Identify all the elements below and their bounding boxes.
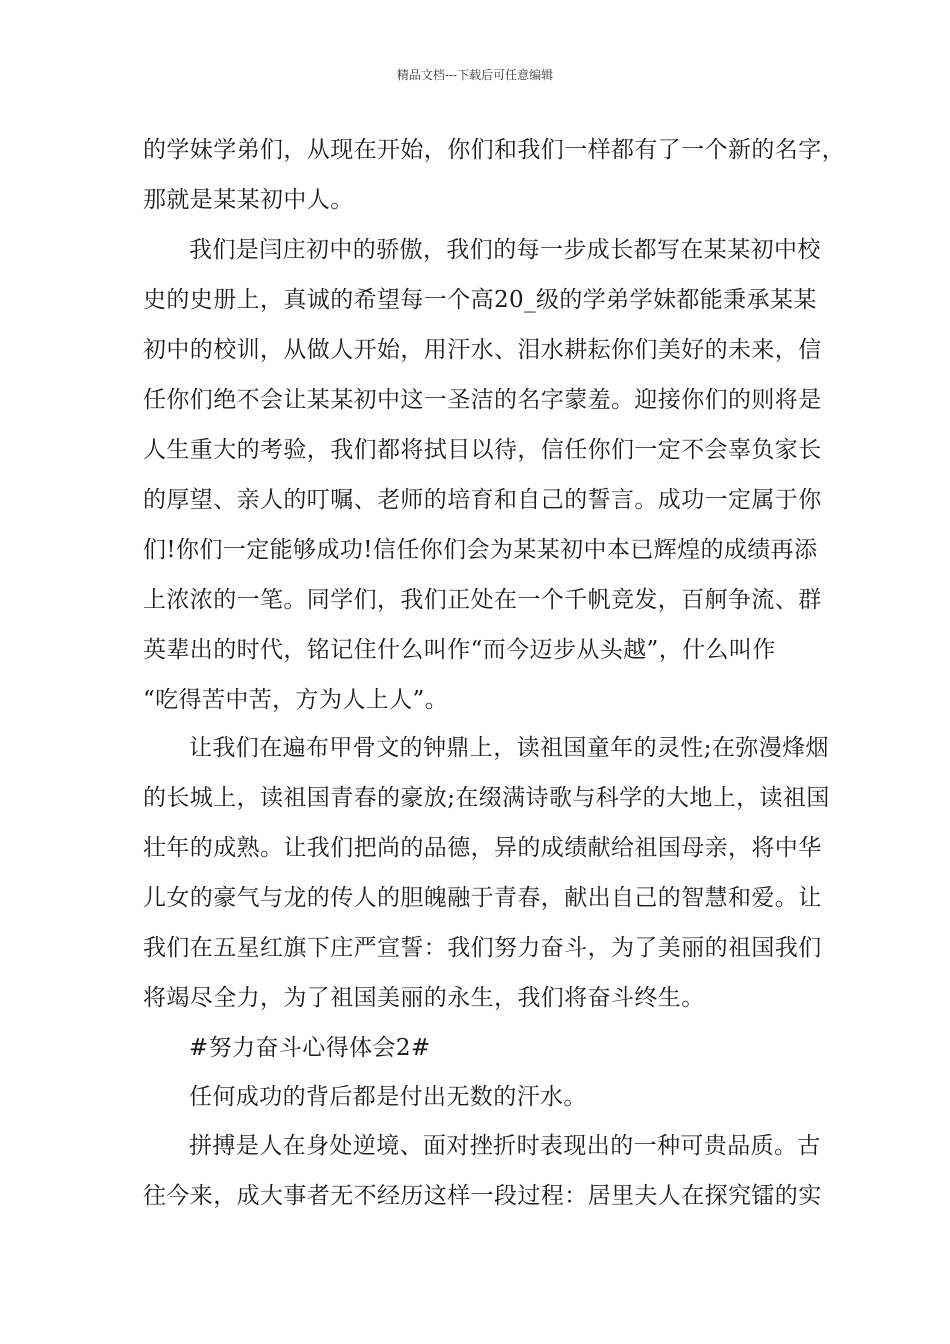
paragraph-line: “吃得苦中苦，方为人上人”。 <box>143 687 449 713</box>
paragraph-line: 们!你们一定能够成功!信任你们会为某某初中本已辉煌的成绩再添 <box>143 537 818 563</box>
paragraph-line: 的长城上，读祖国青春的豪放;在缀满诗歌与科学的大地上，读祖国 <box>143 785 830 811</box>
paragraph-line: 壮年的成熟。让我们把尚的品德，异的成绩献给祖国母亲，将中华 <box>143 835 822 861</box>
page-header: 精品文档---下载后可任意编辑 <box>396 68 554 82</box>
paragraph-line: 拼搏是人在身处逆境、面对挫折时表现出的一种可贵品质。古 <box>189 1133 821 1159</box>
paragraph-line: 我们在五星红旗下庄严宣誓：我们努力奋斗，为了美丽的祖国我们 <box>143 935 822 961</box>
paragraph-line: 任何成功的背后都是付出无数的汗水。 <box>189 1084 587 1110</box>
paragraph-line: 的学妹学弟们，从现在开始，你们和我们一样都有了一个新的名字， <box>143 137 845 163</box>
paragraph-line: 人生重大的考验，我们都将拭目以待，信任你们一定不会辜负家长 <box>143 437 822 463</box>
paragraph-line: 的厚望、亲人的叮嘱、老师的培育和自己的誓言。成功一定属于你 <box>143 487 822 513</box>
paragraph-line: 将竭尽全力，为了祖国美丽的永生，我们将奋斗终生。 <box>143 985 705 1011</box>
paragraph-line: 任你们绝不会让某某初中这一圣洁的名字蒙羞。迎接你们的则将是 <box>143 387 822 413</box>
paragraph-line: 我们是闫庄初中的骄傲，我们的每一步成长都写在某某初中校 <box>189 237 821 263</box>
paragraph-line: 史的史册上，真诚的希望每一个高20_级的学弟学妹都能秉承某某 <box>143 287 817 313</box>
paragraph-line: 上浓浓的一笔。同学们，我们正处在一个千帆竞发，百舸争流、群 <box>143 587 822 613</box>
paragraph-line: 儿女的豪气与龙的传人的胆魄融于青春，献出自己的智慧和爱。让 <box>143 885 822 911</box>
paragraph-line: 让我们在遍布甲骨文的钟鼎上，读祖国童年的灵性;在弥漫烽烟 <box>189 735 829 761</box>
paragraph-line: 英辈出的时代，铭记住什么叫作“而今迈步从头越”，什么叫作 <box>143 637 776 663</box>
section-heading: #努力奋斗心得体会2# <box>189 1035 431 1061</box>
paragraph-line: 初中的校训，从做人开始，用汗水、泪水耕耘你们美好的未来，信 <box>143 337 822 363</box>
paragraph-line: 那就是某某初中人。 <box>143 187 354 213</box>
paragraph-line: 往今来，成大事者无不经历这样一段过程：居里夫人在探究镭的实 <box>143 1183 822 1209</box>
